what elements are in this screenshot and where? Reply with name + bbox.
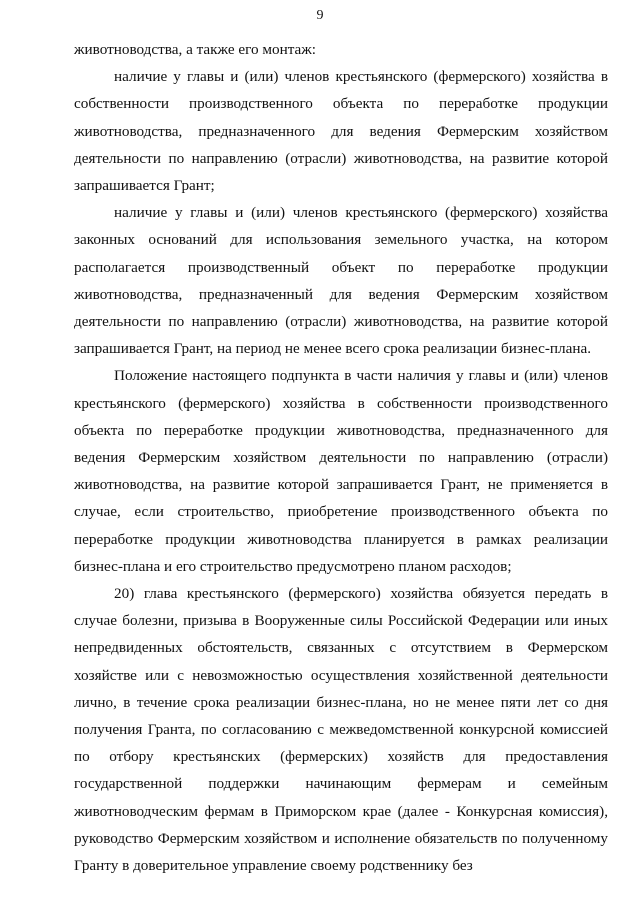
- paragraph-item-20: 20) глава крестьянского (фермерского) хозяйства обязуется передать в случае болезни, призыва в Вооруженные силы Российской Федерации или иных непредвиденных обстоятельств, связанных с отсутствием в Фермерском хозяйстве или с невозможностью осуществления хозяйственной деятельности лично, в течение срока реализации бизнес-плана, но не менее пяти лет со дня получения Гранта, по согласованию с межведомственной конкурсной комиссией по отбору крестьянских (фермерских) хозяйств для предоставления государственной поддержки начинающим фермерам и семейным животноводческим фермам в Приморском крае (далее - Конкурсная комиссия), руководство Фермерским хозяйством и исполнение обязательств по полученному Гранту в доверительное управление своему родственнику без: [74, 585, 608, 875]
- paragraph-land-condition: наличие у главы и (или) членов крестьянского (фермерского) хозяйства законных оснований для использования земельного участка, на котором располагается производственный объект по переработке продукции животноводства, предназначенный для ведения Фермерским хозяйством деятельности по направлению (отрасли) животноводства, на развитие которой запрашивается Грант, на период не менее всего срока реализации бизнес-плана.: [74, 204, 608, 358]
- paragraph-ownership-condition: наличие у главы и (или) членов крестьянского (фермерского) хозяйства в собственности производственного объекта по переработке продукции животноводства, предназначенного для ведения Фермерским хозяйством деятельности по направлению (отрасли) животноводства, на развитие которой запрашивается Грант;: [74, 68, 608, 195]
- document-body: [74, 36, 608, 879]
- paragraph-continuation: животноводства, а также его монтаж:: [74, 41, 316, 58]
- paragraph-exception-clause: Положение настоящего подпункта в части наличия у главы и (или) членов крестьянского (фермерского) хозяйства в собственности производственного объекта по переработке продукции животноводства, предназначенного для ведения Фермерским хозяйством деятельности по направлению (отрасли) животноводства, на развитие которой запрашивается Грант, не применяется в случае, если строительство, приобретение производственного объекта по переработке продукции животноводства планируется в рамках реализации бизнес-плана и его строительство предусмотрено планом расходов;: [74, 367, 608, 575]
- page-number: 9: [316, 8, 324, 23]
